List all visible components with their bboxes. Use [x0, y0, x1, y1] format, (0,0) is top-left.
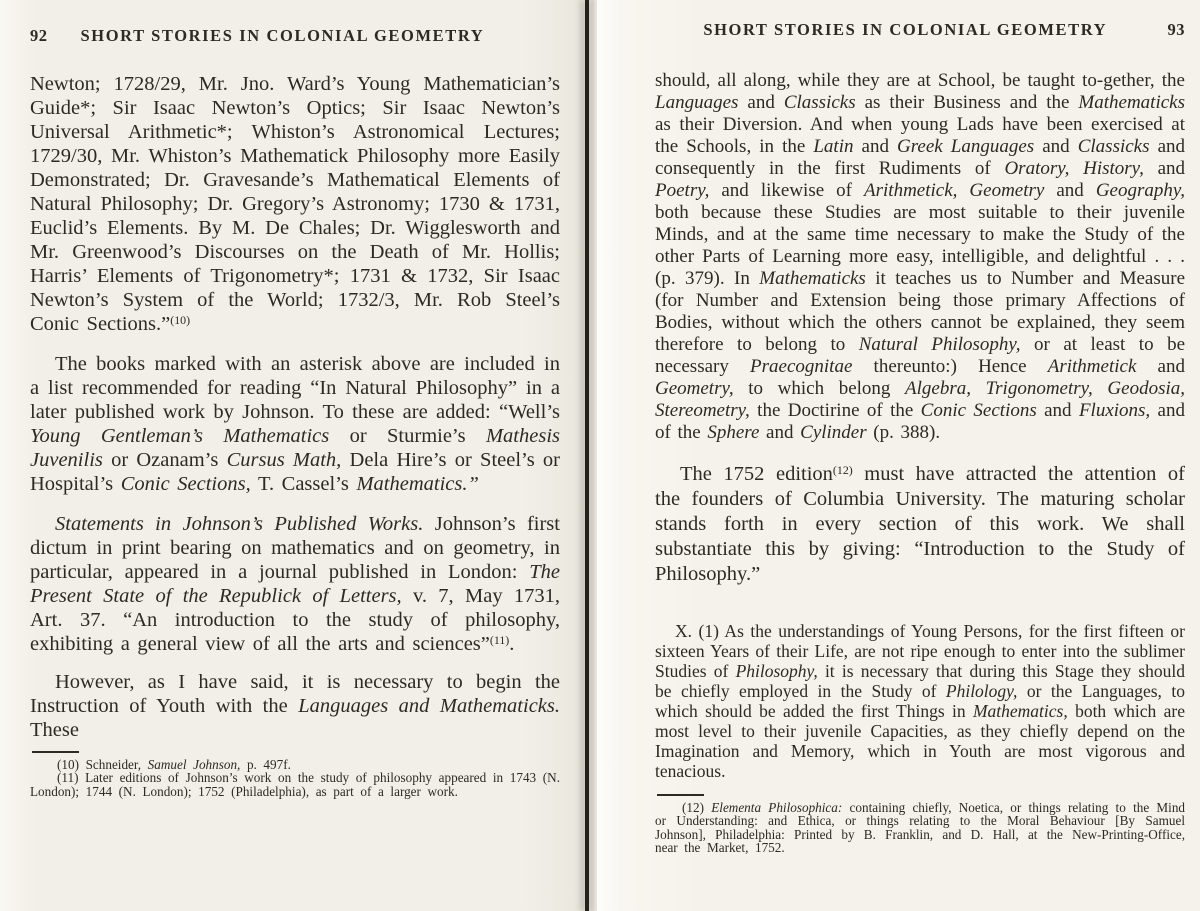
left-running-title: SHORT STORIES IN COLONIAL GEOMETRY [80, 26, 485, 45]
left-page [0, 0, 594, 911]
right-page-header [655, 20, 1185, 40]
paragraph: should, all along, while they are at School, be taught to-gether, the Languages and Classicks as their Business and the Mathematicks as their Diversion. And when young Lads have been exercised at the Schools, in the Latin and Greek Languages and Classicks and consequently in the first Rudiments of Oratory, History, and Poetry, and likewise of Arithmetick, Geometry and Geography, both because these Studies are most suitable to their juvenile Minds, and at the same time necessary to make the Study of the other Parts of Learning more easy, intelligible, and delightful . . . (p. 379). In Mathematicks it teaches us to Number and Measure (for Number and Extension being those primary Affections of Bodies, without which the others cannot be explained, they seem therefore to belong to Natural Philosophy, or at least to be necessary Praecognitae thereunto:) Hence Arithmetick and Geometry, to which belong Algebra, Trigonometry, Geodosia, Stereometry, the Doctirine of the Conic Sections and Fluxions, and of the Sphere and Cylinder (p. 388). [655, 70, 1186, 443]
footnote-rule [32, 751, 79, 753]
paragraph: The books marked with an asterisk above are included in a list recommended for reading “In Natural Philosophy” in a later published work by Johnson. To these are added: “Well’s Young Gentleman’s Mathematics or Sturmie’s Mathesis Juvenilis or Ozanam’s Cursus Math, Dela Hire’s or Steel’s or Hospital’s Conic Sections, T. Cassel’s Mathematics.” [30, 353, 561, 495]
page-gutter [585, 0, 589, 911]
block-quote-paragraph: X. (1) As the understandings of Young Persons, for the first fifteen or sixteen Years of their Life, are not ripe enough to enter into the sublimer Studies of Philosophy, it is necessary that during this Stage they should be chiefly employed in the Study of Philology, or the Languages, to which should be added the first Things in Mathematics, both which are most level to their juvenile Capacities, as they chiefly depend on the Imagination and Memory, which in Youth are most vigorous and tenacious. [655, 621, 1186, 781]
footnote: (12) Elementa Philosophica: containing chiefly, Noetica, or things relating to the Mind or Understanding: and Ethica, or things relating to the Moral Behaviour [By Samuel Johnson], Philadelphia: Printed by B. Franklin, and D. Hall, at the New-Printing-Office, near the Market, 1752. [655, 800, 1186, 856]
right-page-number: 93 [1167, 20, 1185, 39]
left-page-number: 92 [30, 26, 48, 45]
footnote: (11) Later editions of Johnson’s work on the study of philosophy appeared in 1743 (N. London); 1744 (N. London); 1752 (Philadelphia), as part of a larger work. [30, 770, 560, 799]
footnote: (10) Schneider, Samuel Johnson, p. 497f. [57, 757, 291, 772]
right-running-title: SHORT STORIES IN COLONIAL GEOMETRY [703, 20, 1108, 39]
paragraph: The 1752 edition$^{(12)}$ must have attracted the attention of the founders of Columbia University. The maturing scholar stands forth in every section of this work. We shall substantiate this by giving: “Introduction to the Study of Philosophy.” [655, 462, 1185, 585]
paragraph: Statements in Johnson’s Published Works. Johnson’s first dictum in print bearing on mathematics and on geometry, in particular, appeared in a journal published in London: The Present State of the Republick of Letters, v. 7, May 1731, Art. 37. “An introduction to the study of philosophy, exhibiting a general view of all the arts and sciences”$^{(11)}$. [30, 513, 560, 655]
paragraph: Newton; 1728/29, Mr. Jno. Ward’s Young Mathematician’s Guide*; Sir Isaac Newton’s Optics; Sir Isaac Newton’s Universal Arithmetic*; Whiston’s Astronomical Lectures; 1729/30, Mr. Whiston’s Mathematick Philosophy more Easily Demonstrated; Dr. Gravesande’s Mathematical Elements of Natural Philosophy; Dr. Gregory’s Astronomy; 1730 & 1731, Euclid’s Elements. By M. De Chales; Dr. Wigglesworth and Mr. Greenwood’s Discourses on the Death of Mr. Hollis; Harris’ Elements of Trigonometry*; 1731 & 1732, Sir Isaac Newton’s System of the World; 1732/3, Mr. Rob Steel’s Conic Sections.”$^{(10)}$ [30, 73, 560, 335]
footnote-rule [657, 794, 704, 796]
paragraph: However, as I have said, it is necessary to begin the Instruction of Youth with the Languages and Mathematicks. These [30, 671, 560, 741]
left-page-header [30, 26, 560, 46]
right-page [597, 0, 1200, 911]
